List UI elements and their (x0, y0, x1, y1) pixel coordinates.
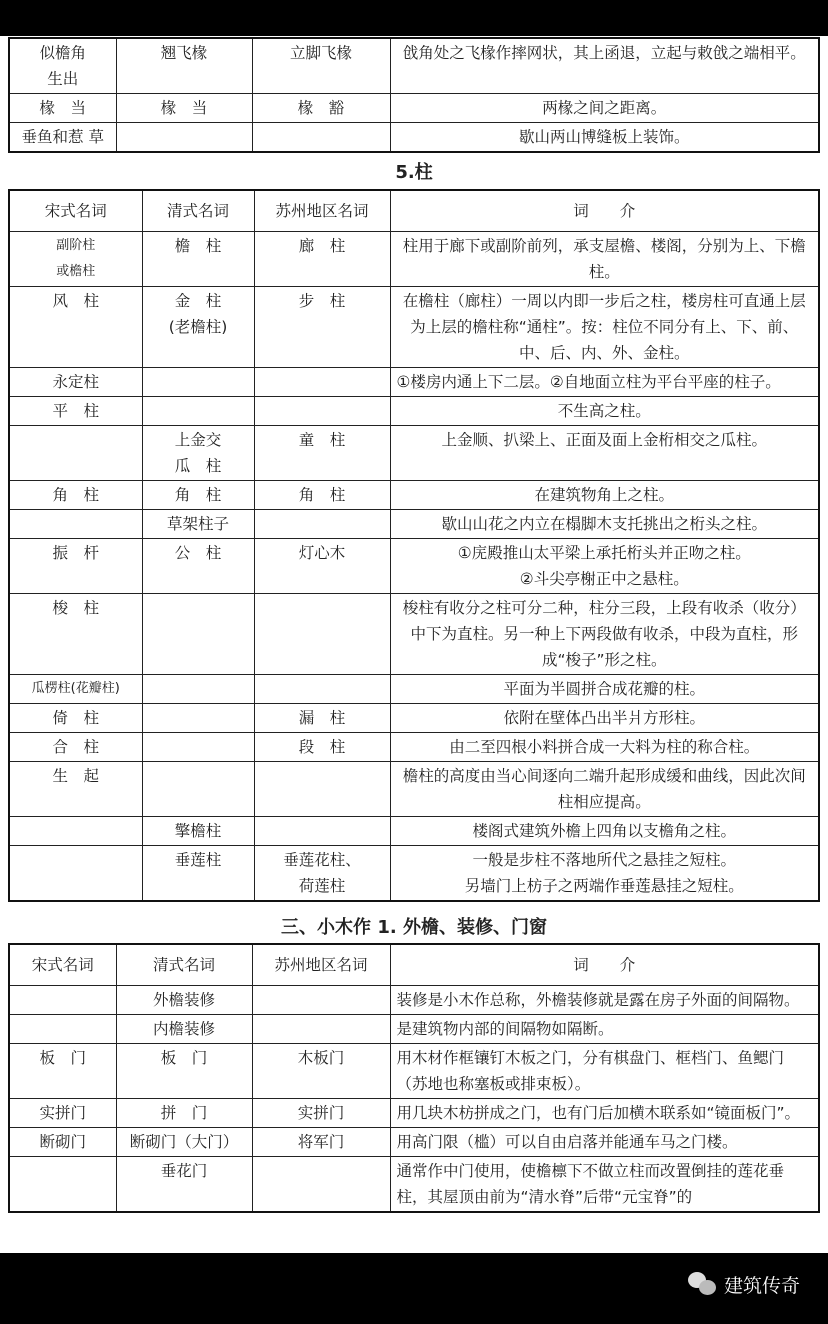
cell-qing: 外檐装修 (116, 986, 252, 1015)
cell-suzhou (254, 817, 390, 846)
cell-desc: 歇山山花之内立在榻脚木支托挑出之桁头之柱。 (390, 510, 819, 539)
cell-suzhou (254, 594, 390, 675)
column-header: 苏州地区名词 (254, 190, 390, 232)
table-row (9, 539, 819, 594)
cell-suzhou (252, 986, 390, 1015)
cell-song: 倚 柱 (9, 704, 142, 733)
cell-desc: 装修是小木作总称，外檐装修就是露在房子外面的间隔物。 (390, 986, 819, 1015)
column-header: 宋式名词 (9, 944, 116, 986)
cell-suzhou (252, 1157, 390, 1213)
cell-suzhou: 灯心木 (254, 539, 390, 594)
cell-song (9, 426, 142, 481)
cell-qing: 垂花门 (116, 1157, 252, 1213)
cell-desc: 梭柱有收分之柱可分二种，柱分三段，上段有收杀（收分）中下为直柱。另一种上下两段做有收杀，中段为直柱，形成“梭子”形之柱。 (390, 594, 819, 675)
section-title-columns: 5.柱 (395, 162, 433, 183)
cell-suzhou: 垂莲花柱、 荷莲柱 (254, 846, 390, 902)
cell-song (9, 1157, 116, 1213)
cell-qing (142, 762, 254, 817)
top-bar (0, 0, 828, 36)
cell-suzhou: 廊 柱 (254, 232, 390, 287)
cell-song: 副阶柱 或檐柱 (9, 232, 142, 287)
cell-desc: 柱用于廊下或副阶前列，承支屋檐、楼阁，分别为上、下檐柱。 (390, 232, 819, 287)
cell-qing (142, 733, 254, 762)
table-row (9, 287, 819, 368)
cell-qing: 金 柱 (老檐柱) (142, 287, 254, 368)
cell-desc: 用几块木枋拼成之门，也有门后加横木联系如“镜面板门”。 (390, 1099, 819, 1128)
cell-song (9, 846, 142, 902)
cell-qing: 垂莲柱 (142, 846, 254, 902)
table-row (9, 481, 819, 510)
cell-suzhou: 段 柱 (254, 733, 390, 762)
column-header: 苏州地区名词 (252, 944, 390, 986)
cell-suzhou (254, 368, 390, 397)
cell-suzhou: 漏 柱 (254, 704, 390, 733)
table-header-row (9, 944, 819, 986)
table-row (9, 123, 819, 153)
cell-qing: 断砌门（大门） (116, 1128, 252, 1157)
cell-desc: 檐柱的高度由当心间逐向二端升起形成缓和曲线，因此次间柱相应提高。 (390, 762, 819, 817)
cell-song (9, 817, 142, 846)
cell-qing (142, 704, 254, 733)
table-row (9, 426, 819, 481)
column-header: 词 介 (390, 944, 819, 986)
table-row (9, 368, 819, 397)
cell-desc: 一般是步柱不落地所代之悬挂之短柱。 另墙门上枋子之两端作垂莲悬挂之短柱。 (390, 846, 819, 902)
section-title-joinery: 三、小木作 1. 外檐、装修、门窗 (281, 917, 547, 938)
cell-desc: ①庑殿推山太平梁上承托桁头并正吻之柱。 ②斗尖亭榭正中之悬柱。 (390, 539, 819, 594)
cell-desc: 由二至四根小料拼合成一大料为柱的称合柱。 (390, 733, 819, 762)
cell-desc: 用高门限（槛）可以自由启落并能通车马之门楼。 (390, 1128, 819, 1157)
cell-desc: 歇山两山博缝板上装饰。 (390, 123, 819, 153)
cell-qing: 板 门 (116, 1044, 252, 1099)
cell-song: 生 起 (9, 762, 142, 817)
cell-qing: 内檐装修 (116, 1015, 252, 1044)
table-row (9, 986, 819, 1015)
column-header: 清式名词 (142, 190, 254, 232)
cell-qing: 上金交 瓜 柱 (142, 426, 254, 481)
cell-suzhou: 角 柱 (254, 481, 390, 510)
cell-suzhou: 木板门 (252, 1044, 390, 1099)
table-row (9, 94, 819, 123)
table-row (9, 704, 819, 733)
table-row (9, 846, 819, 902)
cell-suzhou: 将军门 (252, 1128, 390, 1157)
cell-qing: 角 柱 (142, 481, 254, 510)
cell-desc: 依附在壁体凸出半爿方形柱。 (390, 704, 819, 733)
table-row (9, 510, 819, 539)
cell-qing (142, 594, 254, 675)
cell-suzhou: 椽 豁 (252, 94, 390, 123)
cell-desc: 通常作中门使用，使檐檩下不做立柱而改置倒挂的莲花垂柱，其屋顶由前为“清水脊”后带“元宝脊”的 (390, 1157, 819, 1213)
table-row (9, 38, 819, 94)
cell-song (9, 1015, 116, 1044)
cell-song: 永定柱 (9, 368, 142, 397)
column-header: 清式名词 (116, 944, 252, 986)
cell-desc: 在建筑物角上之柱。 (390, 481, 819, 510)
cell-qing: 擎檐柱 (142, 817, 254, 846)
cell-song: 梭 柱 (9, 594, 142, 675)
cell-suzhou: 童 柱 (254, 426, 390, 481)
table-rafters (8, 37, 820, 153)
cell-desc: 上金顺、扒梁上、正面及面上金桁相交之瓜柱。 (390, 426, 819, 481)
cell-qing: 檐 柱 (142, 232, 254, 287)
table-joinery (8, 943, 820, 1213)
cell-song (9, 510, 142, 539)
cell-suzhou (254, 397, 390, 426)
cell-song: 振 杆 (9, 539, 142, 594)
cell-desc: 不生高之柱。 (390, 397, 819, 426)
table-row (9, 817, 819, 846)
cell-suzhou: 步 柱 (254, 287, 390, 368)
table-row (9, 232, 819, 287)
cell-qing: 翘飞椽 (116, 38, 252, 94)
cell-song: 板 门 (9, 1044, 116, 1099)
cell-qing (142, 675, 254, 704)
wechat-icon (688, 1272, 718, 1298)
cell-qing: 草架柱子 (142, 510, 254, 539)
cell-desc: 楼阁式建筑外檐上四角以支檐角之柱。 (390, 817, 819, 846)
cell-suzhou (252, 1015, 390, 1044)
cell-song: 合 柱 (9, 733, 142, 762)
cell-song (9, 986, 116, 1015)
column-header: 词 介 (390, 190, 819, 232)
cell-suzhou (254, 762, 390, 817)
cell-song: 椽 当 (9, 94, 116, 123)
cell-suzhou (252, 123, 390, 153)
table-row (9, 594, 819, 675)
brand (688, 1271, 800, 1298)
cell-song: 实拼门 (9, 1099, 116, 1128)
bottom-bar (0, 1253, 828, 1324)
cell-desc: 是建筑物内部的间隔物如隔断。 (390, 1015, 819, 1044)
cell-song: 似檐角 生出 (9, 38, 116, 94)
cell-desc: 戗角处之飞椽作摔网状，其上函退，立起与敕戗之端相平。 (390, 38, 819, 94)
cell-desc: 两椽之间之距离。 (390, 94, 819, 123)
cell-suzhou: 实拼门 (252, 1099, 390, 1128)
cell-qing: 拼 门 (116, 1099, 252, 1128)
cell-suzhou (254, 675, 390, 704)
cell-qing (142, 368, 254, 397)
brand-name: 建筑传奇 (723, 1275, 800, 1297)
cell-desc: 用木材作框镶钉木板之门，分有棋盘门、框档门、鱼鳃门（苏地也称塞板或排束板）。 (390, 1044, 819, 1099)
cell-song: 风 柱 (9, 287, 142, 368)
cell-qing: 公 柱 (142, 539, 254, 594)
table-row (9, 675, 819, 704)
cell-song: 瓜楞柱(花瓣柱) (9, 675, 142, 704)
column-header: 宋式名词 (9, 190, 142, 232)
table-row (9, 397, 819, 426)
table-row (9, 1157, 819, 1213)
cell-suzhou (254, 510, 390, 539)
cell-song: 断砌门 (9, 1128, 116, 1157)
table-columns (8, 189, 820, 902)
table-header-row (9, 190, 819, 232)
cell-desc: ①楼房内通上下二层。②自地面立柱为平台平座的柱子。 (390, 368, 819, 397)
cell-suzhou: 立脚飞椽 (252, 38, 390, 94)
table-row (9, 733, 819, 762)
table-row (9, 1099, 819, 1128)
table-row (9, 1015, 819, 1044)
cell-qing (142, 397, 254, 426)
cell-qing: 椽 当 (116, 94, 252, 123)
cell-desc: 平面为半圆拼合成花瓣的柱。 (390, 675, 819, 704)
cell-desc: 在檐柱（廊柱）一周以内即一步后之柱，楼房柱可直通上层为上层的檐柱称“通柱”。按：柱位不同分有上、下、前、中、后、内、外、金柱。 (390, 287, 819, 368)
cell-song: 垂鱼和惹 草 (9, 123, 116, 153)
table-row (9, 762, 819, 817)
table-row (9, 1128, 819, 1157)
cell-qing (116, 123, 252, 153)
cell-song: 角 柱 (9, 481, 142, 510)
table-row (9, 1044, 819, 1099)
cell-song: 平 柱 (9, 397, 142, 426)
